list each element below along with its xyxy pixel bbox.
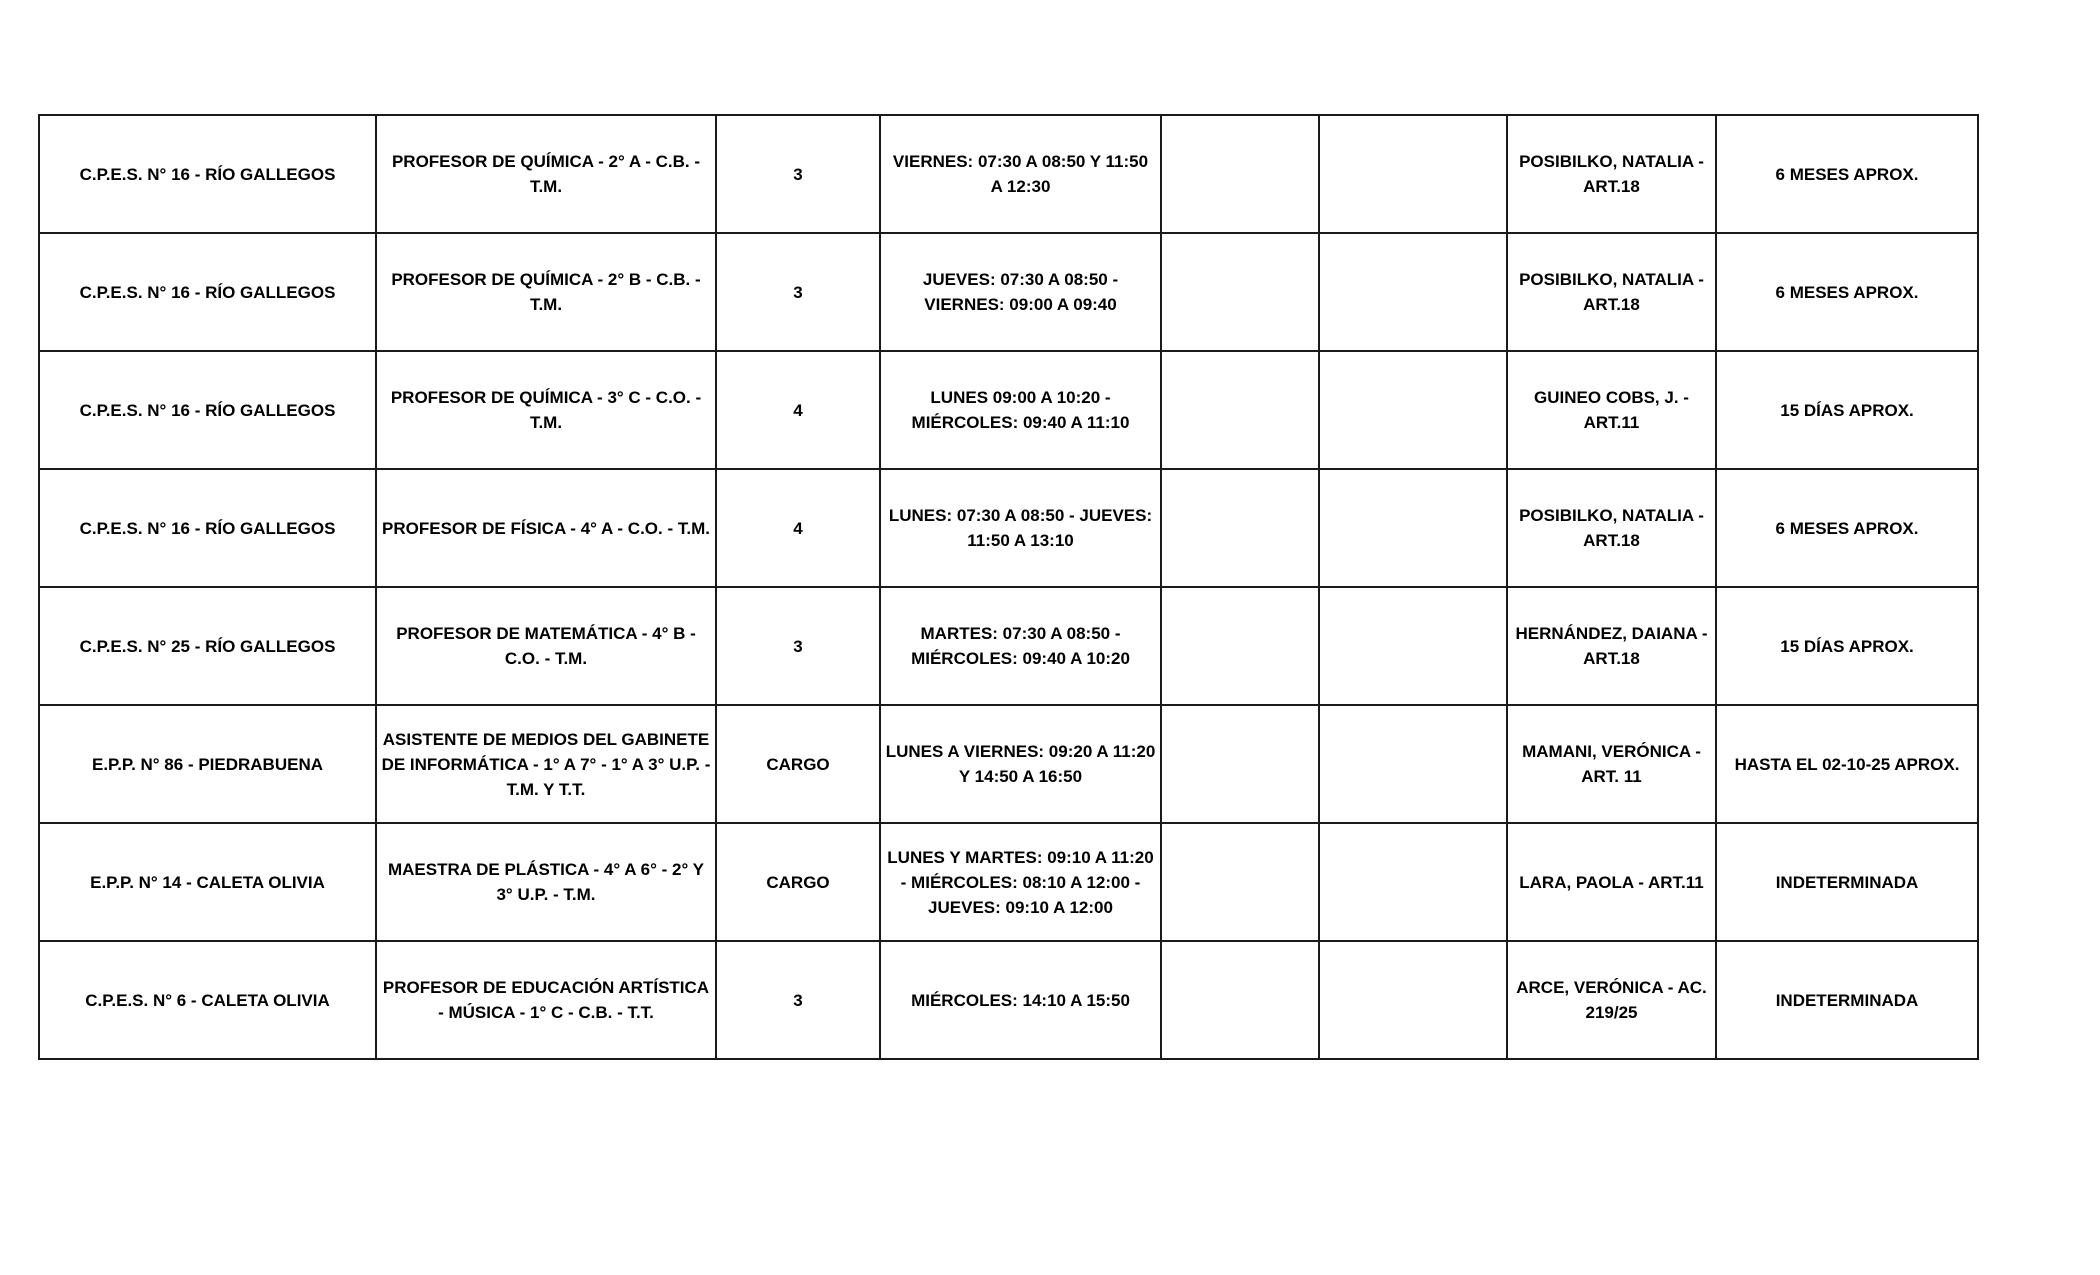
duration-cell: 15 DÍAS APROX. [1716,587,1978,705]
holder-cell: ARCE, VERÓNICA - AC. 219/25 [1507,941,1716,1059]
schedule-cell: LUNES A VIERNES: 09:20 A 11:20 Y 14:50 A 16:50 [880,705,1161,823]
holder-cell: POSIBILKO, NATALIA - ART.18 [1507,469,1716,587]
blank-cell [1319,587,1507,705]
blank-cell [1161,115,1319,233]
schedule-cell: LUNES Y MARTES: 09:10 A 11:20 - MIÉRCOLES: 08:10 A 12:00 - JUEVES: 09:10 A 12:00 [880,823,1161,941]
hours-cell: 3 [716,233,880,351]
duration-cell: 6 MESES APROX. [1716,233,1978,351]
blank-cell [1319,351,1507,469]
hours-cell: 3 [716,115,880,233]
hours-cell: CARGO [716,705,880,823]
duration-cell: 6 MESES APROX. [1716,115,1978,233]
table-row [39,351,1978,469]
hours-cell: 3 [716,941,880,1059]
blank-cell [1161,941,1319,1059]
holder-cell: HERNÁNDEZ, DAIANA - ART.18 [1507,587,1716,705]
holder-cell: POSIBILKO, NATALIA - ART.18 [1507,115,1716,233]
schedule-cell: LUNES 09:00 A 10:20 - MIÉRCOLES: 09:40 A 11:10 [880,351,1161,469]
position-cell: PROFESOR DE QUÍMICA - 3° C - C.O. - T.M. [376,351,716,469]
school-cell: C.P.E.S. N° 25 - RÍO GALLEGOS [39,587,376,705]
table-row [39,469,1978,587]
holder-cell: POSIBILKO, NATALIA - ART.18 [1507,233,1716,351]
school-cell: C.P.E.S. N° 6 - CALETA OLIVIA [39,941,376,1059]
school-cell: C.P.E.S. N° 16 - RÍO GALLEGOS [39,233,376,351]
table-row [39,233,1978,351]
table-row [39,941,1978,1059]
table-body [39,115,1978,1059]
blank-cell [1161,823,1319,941]
school-cell: C.P.E.S. N° 16 - RÍO GALLEGOS [39,469,376,587]
school-cell: E.P.P. N° 14 - CALETA OLIVIA [39,823,376,941]
holder-cell: MAMANI, VERÓNICA - ART. 11 [1507,705,1716,823]
blank-cell [1161,233,1319,351]
blank-cell [1319,705,1507,823]
position-cell: ASISTENTE DE MEDIOS DEL GABINETE DE INFORMÁTICA - 1° A 7° - 1° A 3° U.P. - T.M. Y T.T. [376,705,716,823]
table-row [39,823,1978,941]
blank-cell [1161,705,1319,823]
hours-cell: 4 [716,469,880,587]
position-cell: PROFESOR DE QUÍMICA - 2° A - C.B. - T.M. [376,115,716,233]
position-cell: PROFESOR DE EDUCACIÓN ARTÍSTICA - MÚSICA - 1° C - C.B. - T.T. [376,941,716,1059]
table-row [39,115,1978,233]
school-cell: C.P.E.S. N° 16 - RÍO GALLEGOS [39,351,376,469]
blank-cell [1161,351,1319,469]
schedule-cell: JUEVES: 07:30 A 08:50 - VIERNES: 09:00 A 09:40 [880,233,1161,351]
hours-cell: CARGO [716,823,880,941]
holder-cell: GUINEO COBS, J. - ART.11 [1507,351,1716,469]
position-cell: PROFESOR DE MATEMÁTICA - 4° B - C.O. - T.M. [376,587,716,705]
school-cell: C.P.E.S. N° 16 - RÍO GALLEGOS [39,115,376,233]
hours-cell: 3 [716,587,880,705]
schedule-cell: LUNES: 07:30 A 08:50 - JUEVES: 11:50 A 13:10 [880,469,1161,587]
blank-cell [1319,115,1507,233]
blank-cell [1319,469,1507,587]
position-cell: MAESTRA DE PLÁSTICA - 4° A 6° - 2° Y 3° U.P. - T.M. [376,823,716,941]
blank-cell [1319,823,1507,941]
blank-cell [1319,941,1507,1059]
duration-cell: INDETERMINADA [1716,823,1978,941]
blank-cell [1161,587,1319,705]
position-cell: PROFESOR DE FÍSICA - 4° A - C.O. - T.M. [376,469,716,587]
blank-cell [1319,233,1507,351]
schedule-cell: MIÉRCOLES: 14:10 A 15:50 [880,941,1161,1059]
table-row [39,587,1978,705]
school-cell: E.P.P. N° 86 - PIEDRABUENA [39,705,376,823]
vacancy-table [38,114,1979,1060]
hours-cell: 4 [716,351,880,469]
blank-cell [1161,469,1319,587]
duration-cell: HASTA EL 02-10-25 APROX. [1716,705,1978,823]
schedule-cell: MARTES: 07:30 A 08:50 - MIÉRCOLES: 09:40 A 10:20 [880,587,1161,705]
duration-cell: 15 DÍAS APROX. [1716,351,1978,469]
holder-cell: LARA, PAOLA - ART.11 [1507,823,1716,941]
duration-cell: INDETERMINADA [1716,941,1978,1059]
table-row [39,705,1978,823]
duration-cell: 6 MESES APROX. [1716,469,1978,587]
schedule-cell: VIERNES: 07:30 A 08:50 Y 11:50 A 12:30 [880,115,1161,233]
position-cell: PROFESOR DE QUÍMICA - 2° B - C.B. - T.M. [376,233,716,351]
